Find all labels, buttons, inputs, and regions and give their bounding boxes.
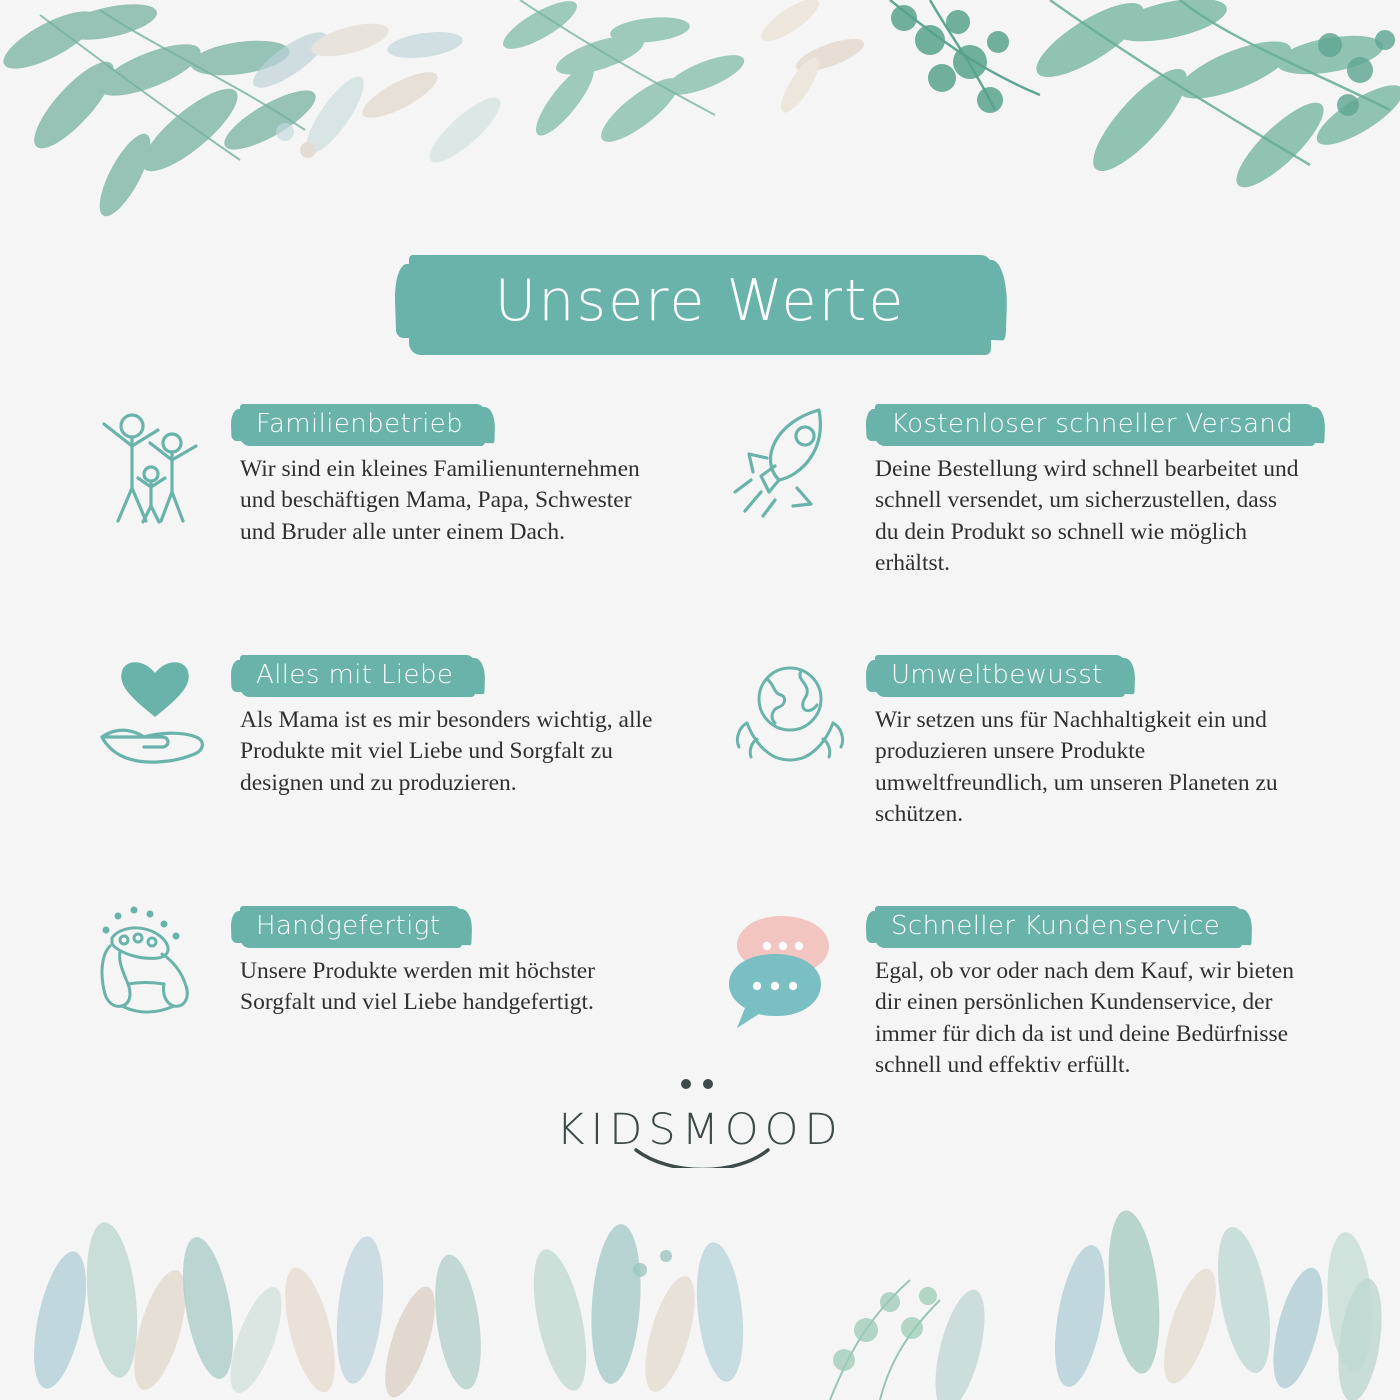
heart-in-hand-icon	[80, 641, 230, 791]
feature-description: Deine Bestellung wird schnell bearbeitet und schnell versendet, um sicherzustellen, dass du dein Produkt so schnell wie möglich erhältst.	[875, 456, 1299, 576]
feature-description: Wir setzen uns für Nachhaltigkeit ein und produzieren unsere Produkte umweltfreundlich, um unseren Planeten zu schützen.	[875, 707, 1278, 827]
feature-description: Egal, ob vor oder nach dem Kauf, wir bieten dir einen persönlichen Kundenservice, der immer für dich da ist und deine Bedürfnisse schnell und effektiv erfüllt.	[875, 958, 1294, 1078]
feature-kostenloser-schneller-versand	[715, 390, 1320, 579]
feature-umweltbewusst	[715, 641, 1320, 830]
feature-handgefertigt	[80, 892, 685, 1081]
feature-description: Als Mama ist es mir besonders wichtig, alle Produkte mit viel Liebe und Sorgfalt zu designen und zu produzieren.	[240, 707, 653, 796]
feature-label: Handgefertigt	[240, 906, 462, 948]
rocket-icon	[715, 390, 865, 540]
feature-label: Kostenloser schneller Versand	[875, 404, 1315, 446]
globe-in-hands-icon	[715, 641, 865, 791]
values-grid	[80, 390, 1320, 1081]
bottom-foliage-decoration	[0, 1140, 1400, 1400]
feature-label: Schneller Kundenservice	[875, 906, 1242, 948]
feature-schneller-kundenservice	[715, 892, 1320, 1081]
feature-description: Wir sind ein kleines Familienunternehmen und beschäftigen Mama, Papa, Schwester und Bruder alle unter einem Dach.	[240, 456, 640, 545]
page-title: Unsere Werte	[494, 268, 906, 334]
feature-label: Alles mit Liebe	[240, 655, 475, 697]
feature-alles-mit-liebe	[80, 641, 685, 830]
logo-text: KIDSMOOD	[556, 1105, 844, 1155]
feature-familienbetrieb	[80, 390, 685, 579]
feature-description: Unsere Produkte werden mit höchster Sorgfalt und viel Liebe handgefertigt.	[240, 958, 596, 1016]
feature-label: Umweltbewusst	[875, 655, 1125, 697]
brand-logo	[0, 1072, 1400, 1168]
family-icon	[80, 390, 230, 540]
handmade-beads-icon	[80, 892, 230, 1042]
chat-bubbles-icon	[715, 892, 865, 1042]
page-title-banner	[0, 255, 1400, 355]
logo-mark	[540, 1072, 860, 1168]
feature-label: Familienbetrieb	[240, 404, 485, 446]
